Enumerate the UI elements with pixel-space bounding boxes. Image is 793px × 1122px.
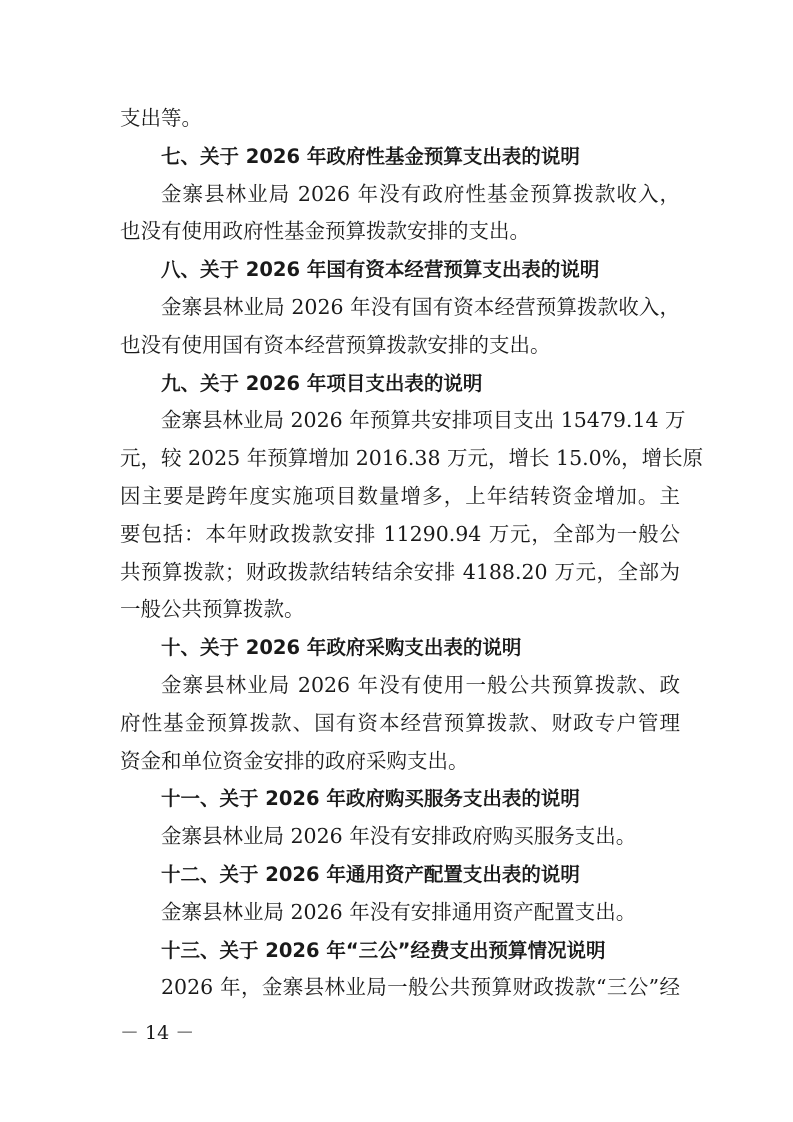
paragraph-line: 金寨县林业局 2026 年没有政府性基金预算拨款收入，: [161, 181, 680, 206]
paragraph-line: 府性基金预算拨款、国有资本经营预算拨款、财政专户管理: [120, 710, 680, 735]
paragraph-line: 元，较 2025 年预算增加 2016.38 万元，增长 15.0%，增长原: [120, 446, 704, 471]
page-number: － 14 －: [120, 1022, 195, 1044]
paragraph-line: 也没有使用国有资本经营预算拨款安排的支出。: [120, 332, 551, 357]
paragraph-line: 2026 年，金寨县林业局一般公共预算财政拨款“三公”经: [161, 975, 680, 1000]
section-heading: 八、关于 2026 年国有资本经营预算支出表的说明: [161, 258, 600, 282]
paragraph-line: 金寨县林业局 2026 年没有安排通用资产配置支出。: [161, 899, 637, 924]
paragraph-line: 因主要是跨年度实施项目数量增多，上年结转资金增加。主: [120, 483, 680, 508]
paragraph-line: 金寨县林业局 2026 年没有国有资本经营预算拨款收入，: [161, 294, 680, 319]
paragraph-line: 金寨县林业局 2026 年预算共安排项目支出 15479.14 万: [161, 408, 686, 433]
section-heading: 七、关于 2026 年政府性基金预算支出表的说明: [161, 144, 580, 168]
text-body: [120, 100, 704, 1007]
section-heading: 九、关于 2026 年项目支出表的说明: [161, 371, 483, 395]
section-heading: 十三、关于 2026 年“三公”经费支出预算情况说明: [161, 938, 606, 962]
paragraph-line: 也没有使用政府性基金预算拨款安排的支出。: [120, 219, 530, 244]
paragraph-line: 金寨县林业局 2026 年没有使用一般公共预算拨款、政: [161, 672, 680, 697]
paragraph-line: 支出等。: [120, 106, 202, 130]
section-heading: 十二、关于 2026 年通用资产配置支出表的说明: [161, 862, 580, 886]
paragraph-line: 要包括：本年财政拨款安排 11290.94 万元，全部为一般公: [120, 521, 680, 546]
paragraph-line: 金寨县林业局 2026 年没有安排政府购买服务支出。: [161, 824, 637, 849]
section-heading: 十、关于 2026 年政府采购支出表的说明: [161, 636, 522, 660]
paragraph-line: 资金和单位资金安排的政府采购支出。: [120, 748, 469, 773]
paragraph-line: 共预算拨款；财政拨款结转结余安排 4188.20 万元，全部为: [120, 559, 680, 584]
section-heading: 十一、关于 2026 年政府购买服务支出表的说明: [161, 787, 580, 811]
paragraph-line: 一般公共预算拨款。: [120, 597, 305, 622]
